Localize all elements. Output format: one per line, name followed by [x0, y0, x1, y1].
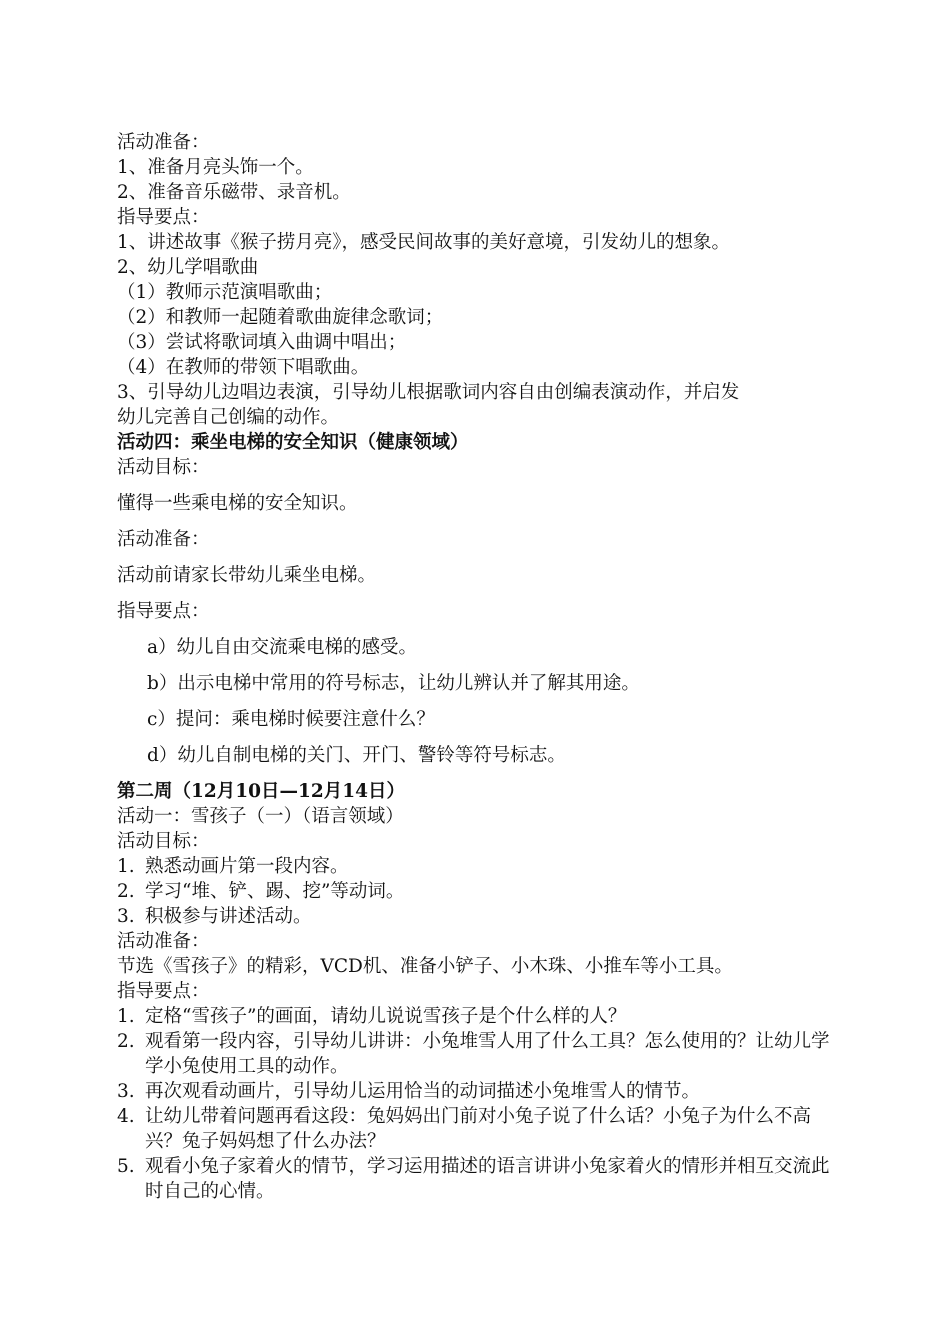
item-number: 4. [117, 1106, 135, 1127]
guide-item: 1、讲述故事《猴子捞月亮》，感受民间故事的美好意境，引发幼儿的想象。 [117, 232, 731, 253]
guide-item: （2）和教师一起随着歌曲旋律念歌词； [117, 307, 444, 328]
item-number: 1. [117, 856, 135, 877]
guide-item [117, 1004, 842, 1029]
item-text: 积极参与讲述活动。 [145, 906, 312, 927]
guide-item: 3、引导幼儿边唱边表演，引导幼儿根据歌词内容自由创编表演动作，并启发 [117, 382, 740, 403]
goal-text: 懂得一些乘电梯的安全知识。 [117, 493, 358, 514]
activity-title: 活动四：乘坐电梯的安全知识（健康领域） [117, 432, 469, 453]
section-heading: 活动目标： [117, 831, 210, 852]
section-heading: 活动目标： [117, 457, 210, 478]
prep-item: 1、准备月亮头饰一个。 [117, 157, 314, 178]
section-heading: 活动准备： [117, 931, 210, 952]
guide-item [117, 1029, 842, 1079]
item-number: 1. [117, 1006, 135, 1027]
guide-item [117, 1154, 842, 1204]
guide-item: b）出示电梯中常用的符号标志，让幼儿辨认并了解其用途。 [147, 673, 640, 694]
guide-item: a）幼儿自由交流乘电梯的感受。 [147, 637, 418, 658]
prep-text: 节选《雪孩子》的精彩，VCD机、准备小铲子、小木珠、小推车等小工具。 [117, 956, 733, 977]
item-text: 学习“堆、铲、踢、挖”等动词。 [145, 881, 405, 902]
item-number: 2. [117, 881, 135, 902]
week-title: 第二周（12月10日—12月14日） [117, 781, 405, 802]
item-text: 定格“雪孩子”的画面，请幼儿说说雪孩子是个什么样的人？ [145, 1006, 627, 1027]
item-text: 观看第一段内容，引导幼儿讲讲：小兔堆雪人用了什么工具？怎么使用的？让幼儿学学小兔使用工具的动作。 [145, 1031, 830, 1077]
item-number: 3. [117, 906, 135, 927]
prep-text: 活动前请家长带幼儿乘坐电梯。 [117, 565, 377, 586]
section-heading: 活动准备： [117, 132, 210, 153]
item-text: 让幼儿带着问题再看这段：兔妈妈出门前对小兔子说了什么话？小兔子为什么不高兴？兔子妈妈想了什么办法？ [145, 1106, 812, 1152]
item-text: 再次观看动画片，引导幼儿运用恰当的动词描述小兔堆雪人的情节。 [145, 1081, 701, 1102]
section-heading: 指导要点： [117, 981, 210, 1002]
item-number: 2. [117, 1031, 135, 1052]
activity-title: 活动一：雪孩子（一）（语言领域） [117, 806, 404, 827]
guide-item: （3）尝试将歌词填入曲调中唱出； [117, 332, 407, 353]
item-number: 5. [117, 1156, 135, 1177]
section-heading: 活动准备： [117, 529, 210, 550]
item-number: 3. [117, 1081, 135, 1102]
guide-item: d）幼儿自制电梯的关门、开门、警铃等符号标志。 [147, 745, 566, 766]
goal-item [117, 879, 842, 904]
document-page [117, 130, 842, 1204]
prep-item: 2、准备音乐磁带、录音机。 [117, 182, 351, 203]
goal-item [117, 854, 842, 879]
item-text: 观看小兔子家着火的情节，学习运用描述的语言讲讲小兔家着火的情形并相互交流此时自己的心情。 [145, 1156, 830, 1202]
guide-item [117, 1104, 842, 1154]
guide-item: 2、幼儿学唱歌曲 [117, 257, 259, 278]
guide-item: 幼儿完善自己创编的动作。 [117, 407, 340, 428]
guide-item: （1）教师示范演唱歌曲； [117, 282, 333, 303]
item-text: 熟悉动画片第一段内容。 [145, 856, 349, 877]
section-heading: 指导要点： [117, 207, 210, 228]
goal-item [117, 904, 842, 929]
guide-item: （4）在教师的带领下唱歌曲。 [117, 357, 370, 378]
section-heading: 指导要点： [117, 601, 210, 622]
guide-item: c）提问：乘电梯时候要注意什么？ [147, 709, 435, 730]
guide-item [117, 1079, 842, 1104]
